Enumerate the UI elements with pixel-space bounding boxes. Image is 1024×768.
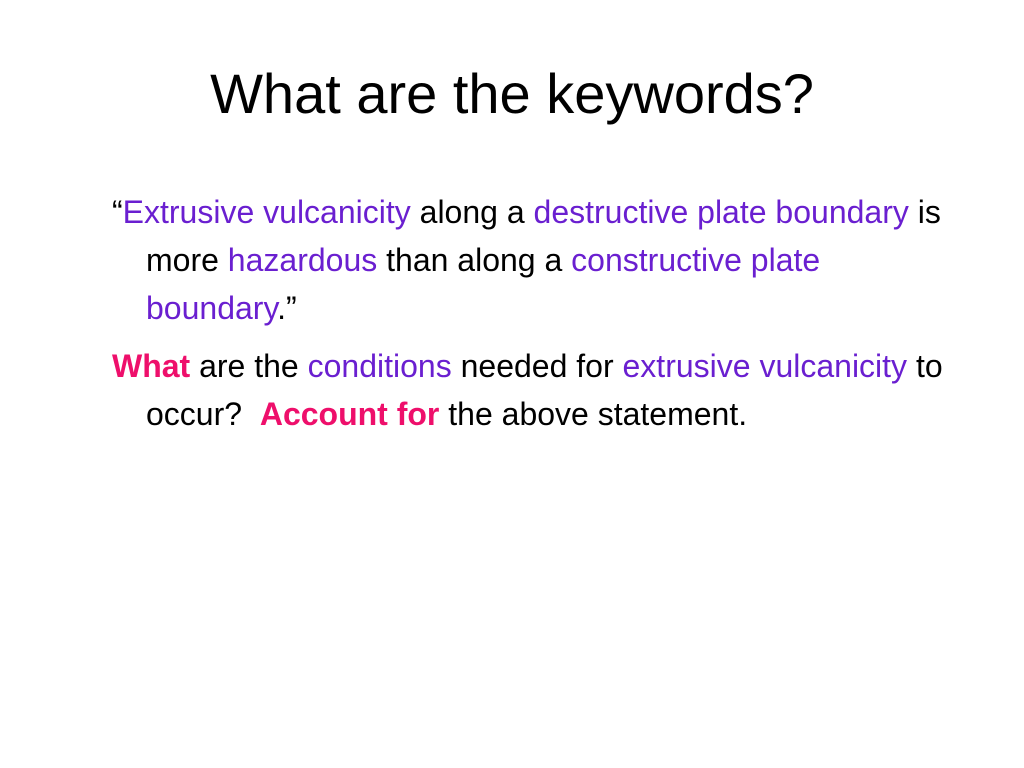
text-needed-for: needed for — [451, 348, 623, 384]
command-word-account-for: Account for — [259, 396, 440, 432]
keyword-hazardous: hazardous — [227, 242, 378, 278]
text-the-above-statement: the above statement. — [439, 396, 748, 432]
text-along-a: along a — [410, 194, 534, 230]
keyword-conditions: conditions — [307, 348, 452, 384]
keyword-extrusive-vulcanicity: Extrusive vulcanicity — [122, 194, 411, 230]
text-are-the: are the — [190, 348, 308, 384]
quote-paragraph — [112, 188, 952, 332]
keyword-constructive-plate-boundary: constructive plate boundary — [146, 242, 821, 326]
command-word-what: What — [112, 348, 191, 384]
slide-title: What are the keywords? — [210, 62, 814, 125]
text-than-along-a: than along a — [377, 242, 572, 278]
open-quote-mark: “ — [112, 194, 123, 230]
question-paragraph — [112, 342, 952, 438]
text-is-more: is more — [146, 194, 941, 278]
slide-body — [112, 188, 952, 448]
keyword-extrusive-vulcanicity-2: extrusive vulcanicity — [622, 348, 908, 384]
close-quote-mark: .” — [277, 290, 297, 326]
text-to-occur: to occur? — [146, 348, 943, 432]
keyword-destructive-plate-boundary: destructive plate boundary — [533, 194, 909, 230]
